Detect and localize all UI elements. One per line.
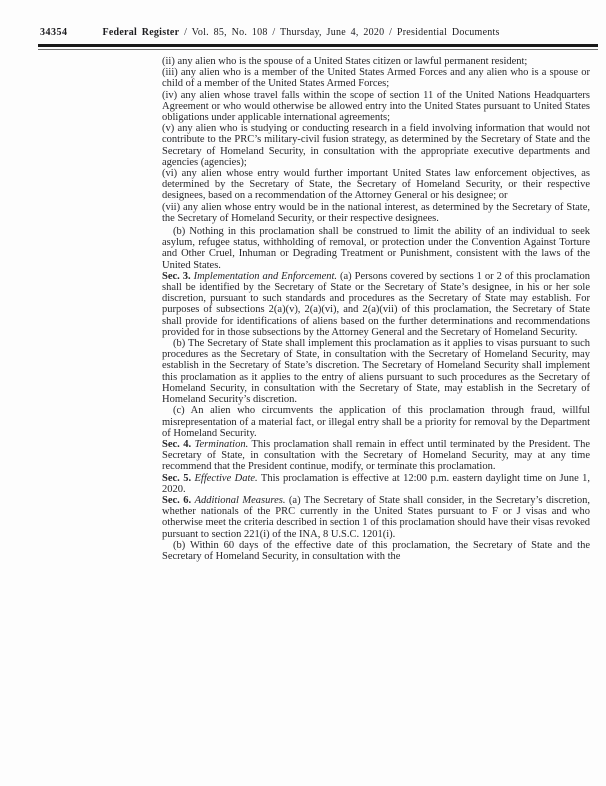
sec5-title: Effective Date.: [194, 472, 258, 484]
clause-ii: (ii) any alien who is the spouse of a United States citizen or lawful permanent resident;: [162, 56, 528, 67]
paragraph-2b: (b) Nothing in this proclamation shall be construed to limit the ability of an individual to seek asylum, refugee status, withholding of removal, or protection under the Convention Against Torture and Other Cruel, Inhuman or Degrading Treatment or Punishment, consistent with the laws of the United States.: [162, 226, 590, 271]
clause-iv: (iv) any alien whose travel falls within the scope of section 11 of the United Nations Headquarters Agreement or who would otherwise be allowed entry into the United States pursuant to United States obligations under applicable international agreements;: [162, 89, 590, 124]
sec5-label: Sec. 5.: [162, 472, 192, 484]
journal-name: Federal Register: [102, 27, 180, 38]
clause-vi: (vi) any alien whose entry would further important United States law enforcement objectives, as determined by the Secretary of State, the Secretary of Homeland Security, or their respective designees, based on a recommendation of the Attorney General or his designee; or: [162, 168, 590, 202]
clause-vii: (vii) any alien whose entry would be in the national interest, as determined by the Secretary of State, the Secretary of Homeland Security, or their respective designees.: [162, 201, 590, 224]
sec4-title: Termination.: [194, 438, 249, 450]
page-number: 34354: [40, 27, 68, 38]
header-rule-thin: [38, 49, 598, 50]
sec3-body: (a) Persons covered by sections 1 or 2 of this proclamation shall be identified by the Secretary of State or the Secretary of State’s designee, in his or her sole discretion, pursuant to such standards and procedures as the Secretary of State may establish. For purposes of subsections 2(a)(v), 2(a)(vi), and 2(a)(vii) of this proclamation, the Secretary of State shall provide for identifications of aliens based on the further determinations and recommendations provided for in those subsections by the Attorney General and the Secretary of Homeland Security.: [162, 270, 591, 338]
sec4-body: This proclamation shall remain in effect until terminated by the President. The Secretary of State, in consultation with the Secretary of Homeland Security, may at any time recommend that the President continue, modify, or terminate this proclamation.: [162, 438, 590, 473]
header-rule-thick: [38, 44, 598, 47]
sec6-body: (a) The Secretary of State shall consider, in the Secretary’s discretion, whether nationals of the PRC currently in the United States pursuant to F or J visas and who otherwise meet the criteria described in section 1 of this proclamation should have their visas revoked pursuant to section 221(i) of the INA, 8 U.S.C. 1201(i).: [162, 494, 590, 540]
sec5-body: This proclamation is effective at 12:00 p.m. eastern daylight time on June 1, 2020.: [162, 472, 591, 495]
paragraph-sec-5: [162, 473, 590, 495]
issue-info: / Vol. 85, No. 108 / Thursday, June 4, 2020 / Presidential Documents: [184, 27, 500, 38]
paragraph-sec-3: [162, 271, 590, 338]
paragraph-sec3-b: (b) The Secretary of State shall implement this proclamation as it applies to visas pursuant to such procedures as the Secretary of State, in consultation with the Secretary of Homeland Security, may establish in the Secretary of State’s discretion. The Secretary of Homeland Security shall implement this proclamation as it applies to the entry of aliens pursuant to such procedures as the Secretary of Homeland Security, in consultation with the Secretary of State, may establish in the Secretary of Homeland Security’s discretion.: [162, 338, 590, 406]
running-head: [40, 27, 592, 38]
paragraph-sec-6: [162, 495, 590, 540]
paragraph-sec3-c: (c) An alien who circumvents the application of this proclamation through fraud, willful misrepresentation of a material fact, or illegal entry shall be a priority for removal by the Department of Homeland Security.: [162, 405, 590, 439]
sec6-title: Additional Measures.: [194, 494, 286, 506]
running-head-title: [103, 27, 500, 38]
paragraph-sec6-b: (b) Within 60 days of the effective date of this proclamation, the Secretary of State and the Secretary of Homeland Security, in consultation with the: [162, 539, 590, 562]
sec4-label: Sec. 4.: [162, 438, 192, 450]
sec6-label: Sec. 6.: [162, 494, 192, 506]
document-body: [162, 56, 590, 562]
clause-v: (v) any alien who is studying or conducting research in a field involving information that would not contribute to the PRC’s military-civil fusion strategy, as determined by the Secretary of State and the Secretary of Homeland Security, in consultation with the appropriate executive departments and agencies (agencies);: [162, 123, 590, 168]
clause-iii: (iii) any alien who is a member of the United States Armed Forces and any alien who is a spouse or child of a member of the United States Armed Forces;: [162, 67, 590, 90]
paragraph-sec-4: [162, 439, 590, 473]
sec3-title: Implementation and Enforcement.: [193, 270, 338, 282]
sec3-label: Sec. 3.: [162, 270, 191, 282]
